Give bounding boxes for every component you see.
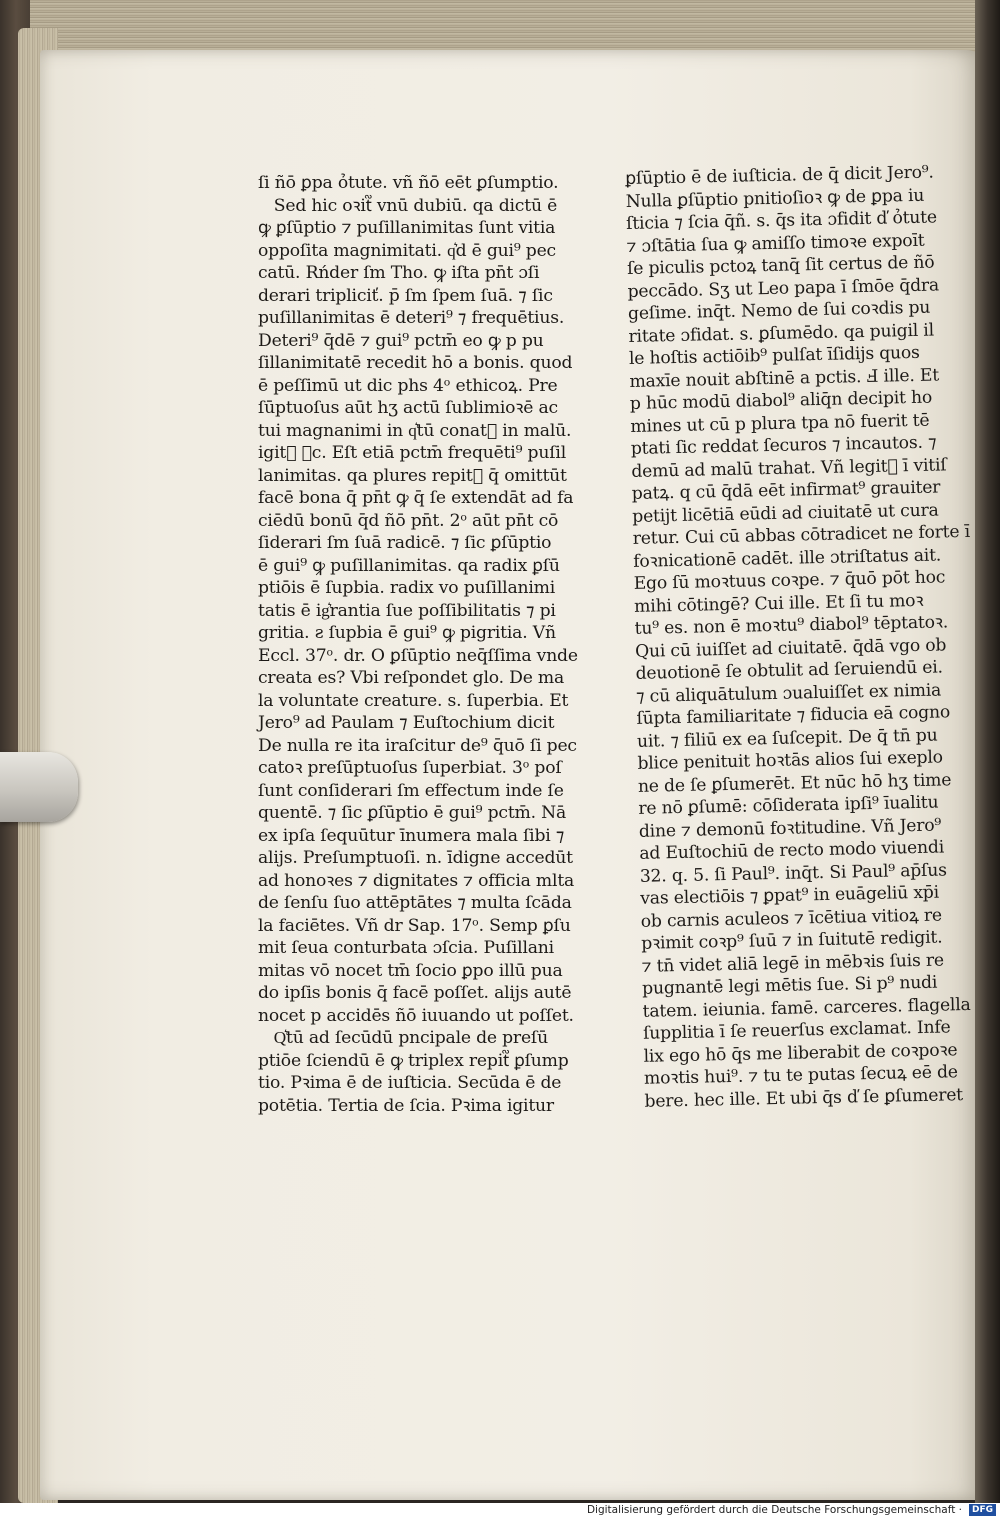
text-line: de ſenſu ſuo attēptātes ⁊ multa ſcāda (258, 893, 572, 913)
text-line: ritate ɔfidat. s. ꝑſumēdo. qa puigil il (628, 320, 935, 347)
text-line: ad honoꝛes ⁊ dignitates ⁊ officia mlta (258, 870, 575, 891)
dfg-logo: DFG (969, 1504, 996, 1516)
text-line: ciēdū bonū q̄d ñō pn̄t. 2ᵒ aūt pn̄t cō (258, 510, 559, 531)
text-line: lanimitas. qa plures repit᷑ q̄ omittūt (258, 465, 567, 486)
text-line: quentē. ⁊ ſic ꝑſūptio ē gui⁹ pctm̄. Nā (258, 803, 567, 823)
text-line: Ego ſū moꝛtuus coꝛpe. ⁊ q̄uō pōt hoc (633, 567, 946, 594)
text-line: 32. q. 5. ſi Paul⁹. inq̄t. Si Paul⁹ ap̄ſus (639, 859, 947, 887)
text-line: De nulla re ita iraſcitur de⁹ q̄uō ſi pec (258, 735, 577, 756)
text-line: ⁊ cū aliquātulum ɔualuiſſet ex nimia (635, 679, 942, 707)
text-line: tio. Pꝛima ē de iuſticia. Secūda ē de (258, 1073, 562, 1093)
funding-credit: Digitalisierung gefördert durch die Deutsche Forschungsgemeinschaft · (586, 1504, 962, 1516)
text-line: vas electiōis ⁊ ꝑpat⁹ in euāgeliū xp̄i (640, 882, 940, 909)
text-line: Sed hic oꝛit᷑ vnū dubiū. qa dictū ē (258, 195, 558, 216)
text-line: ne de ſe ꝑſumerēt. Et nūc hō hʒ time (637, 769, 952, 797)
text-line: ē peſſimū ut dic phs 4ᵒ ethicoꝝ. Pre (258, 375, 558, 396)
text-line: re nō ꝑſumē: cōſiderata ipſi⁹ īualitu (638, 792, 939, 819)
text-line: Qui cū iuiſſet ad ciuitatē. q̄dā vgo ob (634, 634, 947, 662)
text-line: pꝛimit coꝛp⁹ ſuū ⁊ in ſuitutē redigit. (641, 927, 943, 954)
left-text-column (258, 172, 593, 1117)
text-line: ſiderari ſm ſuā radicē. ⁊ ſic ꝑſūptio (258, 533, 552, 553)
text-line: ptiōe ſciendū ē ꝙ triplex repit᷑ ꝑſump (258, 1050, 569, 1071)
text-line: tatis ē ig͛rantia ſue poſſibilitatis ⁊ pi (258, 600, 556, 621)
text-line: tu⁹ es. non ē moꝛtu⁹ diabol⁹ tēptatoꝛ. (634, 612, 949, 639)
text-line: mines ut cū p plura tpa nō fuerit tē (630, 410, 930, 437)
text-line: ſticia ⁊ ſcia q̄ñ. s. q̄s ita ɔfidit ď ỏtute (625, 207, 938, 234)
text-line: la faciētes. Vñ dr Sap. 17ᵒ. Semp ꝑſu (258, 915, 571, 936)
text-line: deuotionē ſe obtulit ad ſeruiendū ei. (635, 657, 944, 684)
text-line: dine ⁊ demonū foꝛtitudine. Vñ Jero⁹ (638, 815, 942, 842)
text-line: retur. Cui cū abbas cōtradicet ne forte ī (632, 521, 971, 549)
text-line: demū ad malū trahat. Vñ legit᷑ ī vitiſ (631, 454, 947, 482)
text-line: creata es? Vbi reſpondet glo. De ma (258, 668, 565, 688)
text-line: ſupplitia ī ſe reuerſus exclamat. Infe (642, 1017, 951, 1044)
text-line: le hoſtis actiōib⁹ pulſat īſidijs quos (628, 342, 920, 369)
text-line: ptati ſic reddat ſecuros ⁊ incautos. ⁊ (630, 432, 937, 459)
text-line: lix ego hō q̄s me liberabit de coꝛpoꝛe (643, 1039, 958, 1067)
text-line: ⁊ tn̄ videt aliā legē in mēbꝛis ſuis re (641, 949, 945, 977)
text-line: ſūptuoſus aūt hʒ actū ſublimioꝛē ac (258, 398, 558, 418)
text-line: ꝑſūptio ē de iuſticia. de q̄ dicit Jero⁹. (625, 162, 934, 189)
text-line: Q͛tū ad ſecūdū pncipale de preſū (258, 1028, 548, 1048)
text-line: oppoſita magnimitati. q͛d ē gui⁹ pec (258, 240, 556, 261)
text-line: ſi ñō ꝑpa ỏtute. vñ ñō eēt ꝑſumptio. (258, 173, 559, 193)
text-line: patꝝ. q cū q̄dā eēt infirmat⁹ grauiter (631, 477, 941, 504)
text-line: Eccl. 37ᵒ. dr. O ꝑſūptio neq̄ſſima vnde (258, 645, 578, 666)
text-line: derari tripliciť. p̄ ſm ſpem ſuā. ⁊ ſic (258, 285, 553, 306)
text-line: alijs. Preſumptuoſi. n. īdigne accedūt (258, 848, 573, 868)
text-line: pugnantē legi mētis ſue. Si p⁹ nudi (641, 972, 938, 999)
text-line: ob carnis aculeos ⁊ īcētiua vitioꝝ re (640, 905, 943, 932)
text-line: p hūc modū diabol⁹ aliq̄n decipit ho (629, 387, 933, 414)
text-line: nocet p accidēs ñō iuuando ut poſſet. (258, 1005, 574, 1026)
right-text-column (625, 162, 971, 1113)
text-line: blice penituit hoꝛtās alios ſui exeplo (637, 747, 944, 774)
text-line: bere. hec ille. Et ubi q̄s ď ſe ꝑſumeret (644, 1084, 964, 1112)
text-line: ex ipſa ſequūtur īnumera mala ſibi ⁊ (258, 825, 565, 846)
bookmark-clip (0, 752, 78, 822)
text-line: maxīe nouit abſtinē a pctis. Ⅎ ille. Et (629, 364, 940, 392)
text-line: foꝛnicationē cadēt. ille ɔtriſtatus ait. (633, 544, 942, 572)
text-line: mitas vō nocet tm̄ ſocio ꝑpo illū pua (258, 960, 563, 981)
text-line: facē bona q̄ pn̄t ꝙ q̄ ſe extendāt ad fa (258, 488, 574, 508)
text-line: potētia. Tertia de ſcia. Pꝛima igitur (258, 1095, 554, 1116)
text-line: Deteri⁹ q̄dē ⁊ gui⁹ pctm̄ eo ꝙ p pu (258, 330, 544, 351)
text-line: ſūpta familiaritate ⁊ fiducia eā cogno (636, 702, 951, 729)
text-line: ē gui⁹ ꝙ puſillanimitas. qa radix ꝑſū (258, 555, 560, 576)
text-line: ſunt conſiderari ſm effectum inde ſe (258, 780, 564, 801)
text-line: ſillanimitatē recedit hō a bonis. quod (258, 353, 573, 373)
text-line: mit ſeua conturbata ɔſcia. Puſillani (258, 938, 554, 958)
text-line: do ipſis bonis q̄ facē poſſet. alijs autē (258, 983, 572, 1003)
text-line: tatem. ieiunia. famē. carceres. flagella (642, 994, 971, 1022)
text-line: moꝛtis hui⁹. ⁊ tu te putas ſecuꝝ eē de (643, 1062, 958, 1089)
text-line: tui magnanimi in q͛tū conat᷑ in malū. (258, 420, 572, 441)
book-gutter (975, 0, 1000, 1517)
text-line: ptiōis ē ſupbia. radix vo puſillanimi (258, 578, 556, 598)
text-line: gritia. ƨ ſupbia ē gui⁹ ꝙ pigritia. Vñ (258, 623, 556, 643)
text-line: puſillanimitas ē deteri⁹ ⁊ frequētius. (258, 308, 565, 328)
text-line: ad Euſtochiū de recto modo viuendi (639, 837, 945, 864)
text-line: Nulla ꝑſūptio pnitioſioꝛ ꝙ de ꝑpa iu (625, 185, 925, 212)
text-line: la voluntate creature. s. ſuperbia. Et (258, 690, 569, 711)
text-line: mihi cōtingē? Cui ille. Et ſi tu moꝛ (633, 590, 924, 617)
text-line: uit. ⁊ filiū ex ea ſuſcepit. De q̄ tn̄ pu (636, 725, 938, 752)
text-line: Jero⁹ ad Paulam ⁊ Euſtochium dicit (258, 713, 555, 733)
text-line: geſime. inq̄t. Nemo de ſui coꝛdis pu (627, 297, 931, 324)
text-line: petijt licētiā eūdi ad ciuitatē ut cura (632, 500, 939, 527)
text-line: catoꝛ preſūptuoſus ſuperbiat. 3ᵒ poſ (258, 758, 562, 778)
text-line: ſe piculis pctoꝝ tanq̄ ſit certus de ñō (626, 252, 935, 279)
text-line: peccādo. Sʒ ut Leo papa ī ſmōe q̄dra (627, 274, 940, 302)
text-line: ꝙ ꝑſūptio ⁊ puſillanimitas ſunt vitia (258, 218, 556, 238)
text-line: ⁊ ɔſtātia ſua ꝙ amiſſo timoꝛe expoīt (626, 230, 925, 257)
text-line: catū. Rńder ſm Tho. ꝙ iſta pn̄t ɔſi (258, 263, 540, 283)
text-line: igit᷑ ꝛc. Eſt etiā pctm̄ frequēti⁹ puſil (258, 443, 566, 463)
